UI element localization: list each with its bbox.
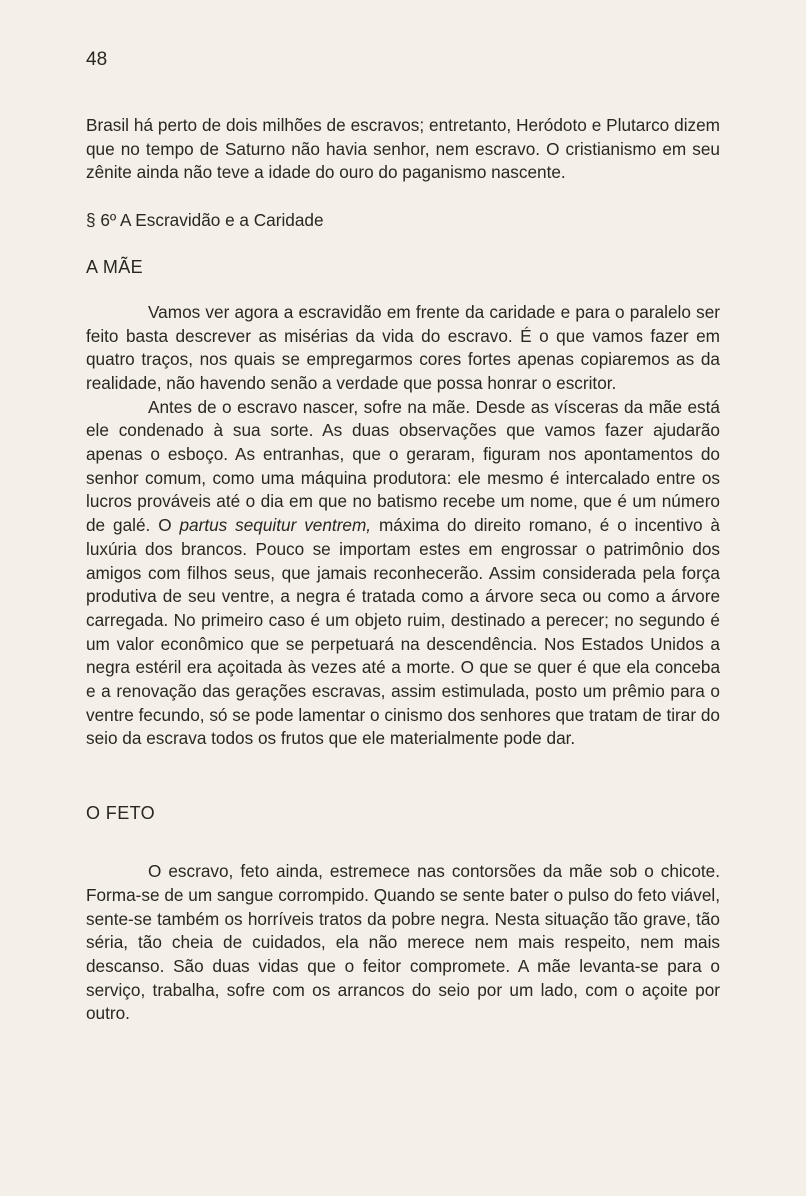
page-number: 48 (86, 49, 108, 70)
chapter-title-feto: O FETO (86, 803, 156, 824)
mae-paragraph-2-part-1: Antes de o escravo nascer, sofre na mãe. Desde as vísceras da mãe está ele condenado à sua sorte. As duas observações que vamos fazer ajudarão apenas o esboço. As entranhas, que o geraram, figuram nos apontamentos do senhor comum, como uma máquina produtora: ele mesmo é intercalado entre os lucros prováveis até o dia em que no batismo recebe um nome, que é um número de galé. O (86, 396, 720, 536)
mae-paragraph-2-part-2: máxima do direito romano, é o incentivo à luxúria dos brancos. Pouco se importam estes em engrossar o patrimônio dos amigos com filhos seus, que jamais reconhecerão. Assim considerada pela força produtiva de seu ventre, a negra é tratada como a árvore seca ou como a árvore carregada. No primeiro caso é um objeto ruim, destinado a perecer; no segundo é um valor econômico que se perpetuará na descendência. Nos Estados Unidos a negra estéril era açoitada às vezes até a morte. O que se quer é que ela conceba e a renovação das gerações escravas, assim estimulada, posto um prêmio para o ventre fecundo, só se pode lamentar o cinismo dos senhores que tratam de tirar do seio da escrava todos os frutos que ele materialmente pode dar. (86, 515, 720, 749)
intro-paragraph: Brasil há perto de dois milhões de escravos; entretanto, Heródoto e Plutarco dizem que no tempo de Saturno não havia senhor, nem escravo. O cristianismo em seu zênite ainda não teve a idade do ouro do paganismo nascente. (86, 115, 720, 183)
mae-paragraph-2 (86, 396, 720, 752)
page-content (86, 114, 720, 1026)
latin-phrase: partus sequitur ventrem, (179, 515, 372, 536)
section-heading: § 6º A Escravidão e a Caridade (86, 210, 324, 231)
chapter-title-mae: A MÃE (86, 256, 144, 277)
feto-paragraph-1: O escravo, feto ainda, estremece nas contorsões da mãe sob o chicote. Forma-se de um sangue corrompido. Quando se sente bater o pulso do feto viável, sente-se também os horríveis tratos da pobre negra. Nesta situação tão grave, tão séria, tão cheia de cuidados, ela não merece nem mais respeito, nem mais descanso. São duas vidas que o feitor compromete. A mãe levanta-se para o serviço, trabalha, sofre com os arrancos do seio por um lado, com o açoite por outro. (86, 861, 720, 1024)
mae-paragraph-1: Vamos ver agora a escravidão em frente da caridade e para o paralelo ser feito basta descrever as misérias da vida do escravo. É o que vamos fazer em quatro traços, nos quais se empregarmos cores fortes apenas copiaremos as da realidade, não havendo senão a verdade que possa honrar o escritor. (86, 301, 720, 393)
